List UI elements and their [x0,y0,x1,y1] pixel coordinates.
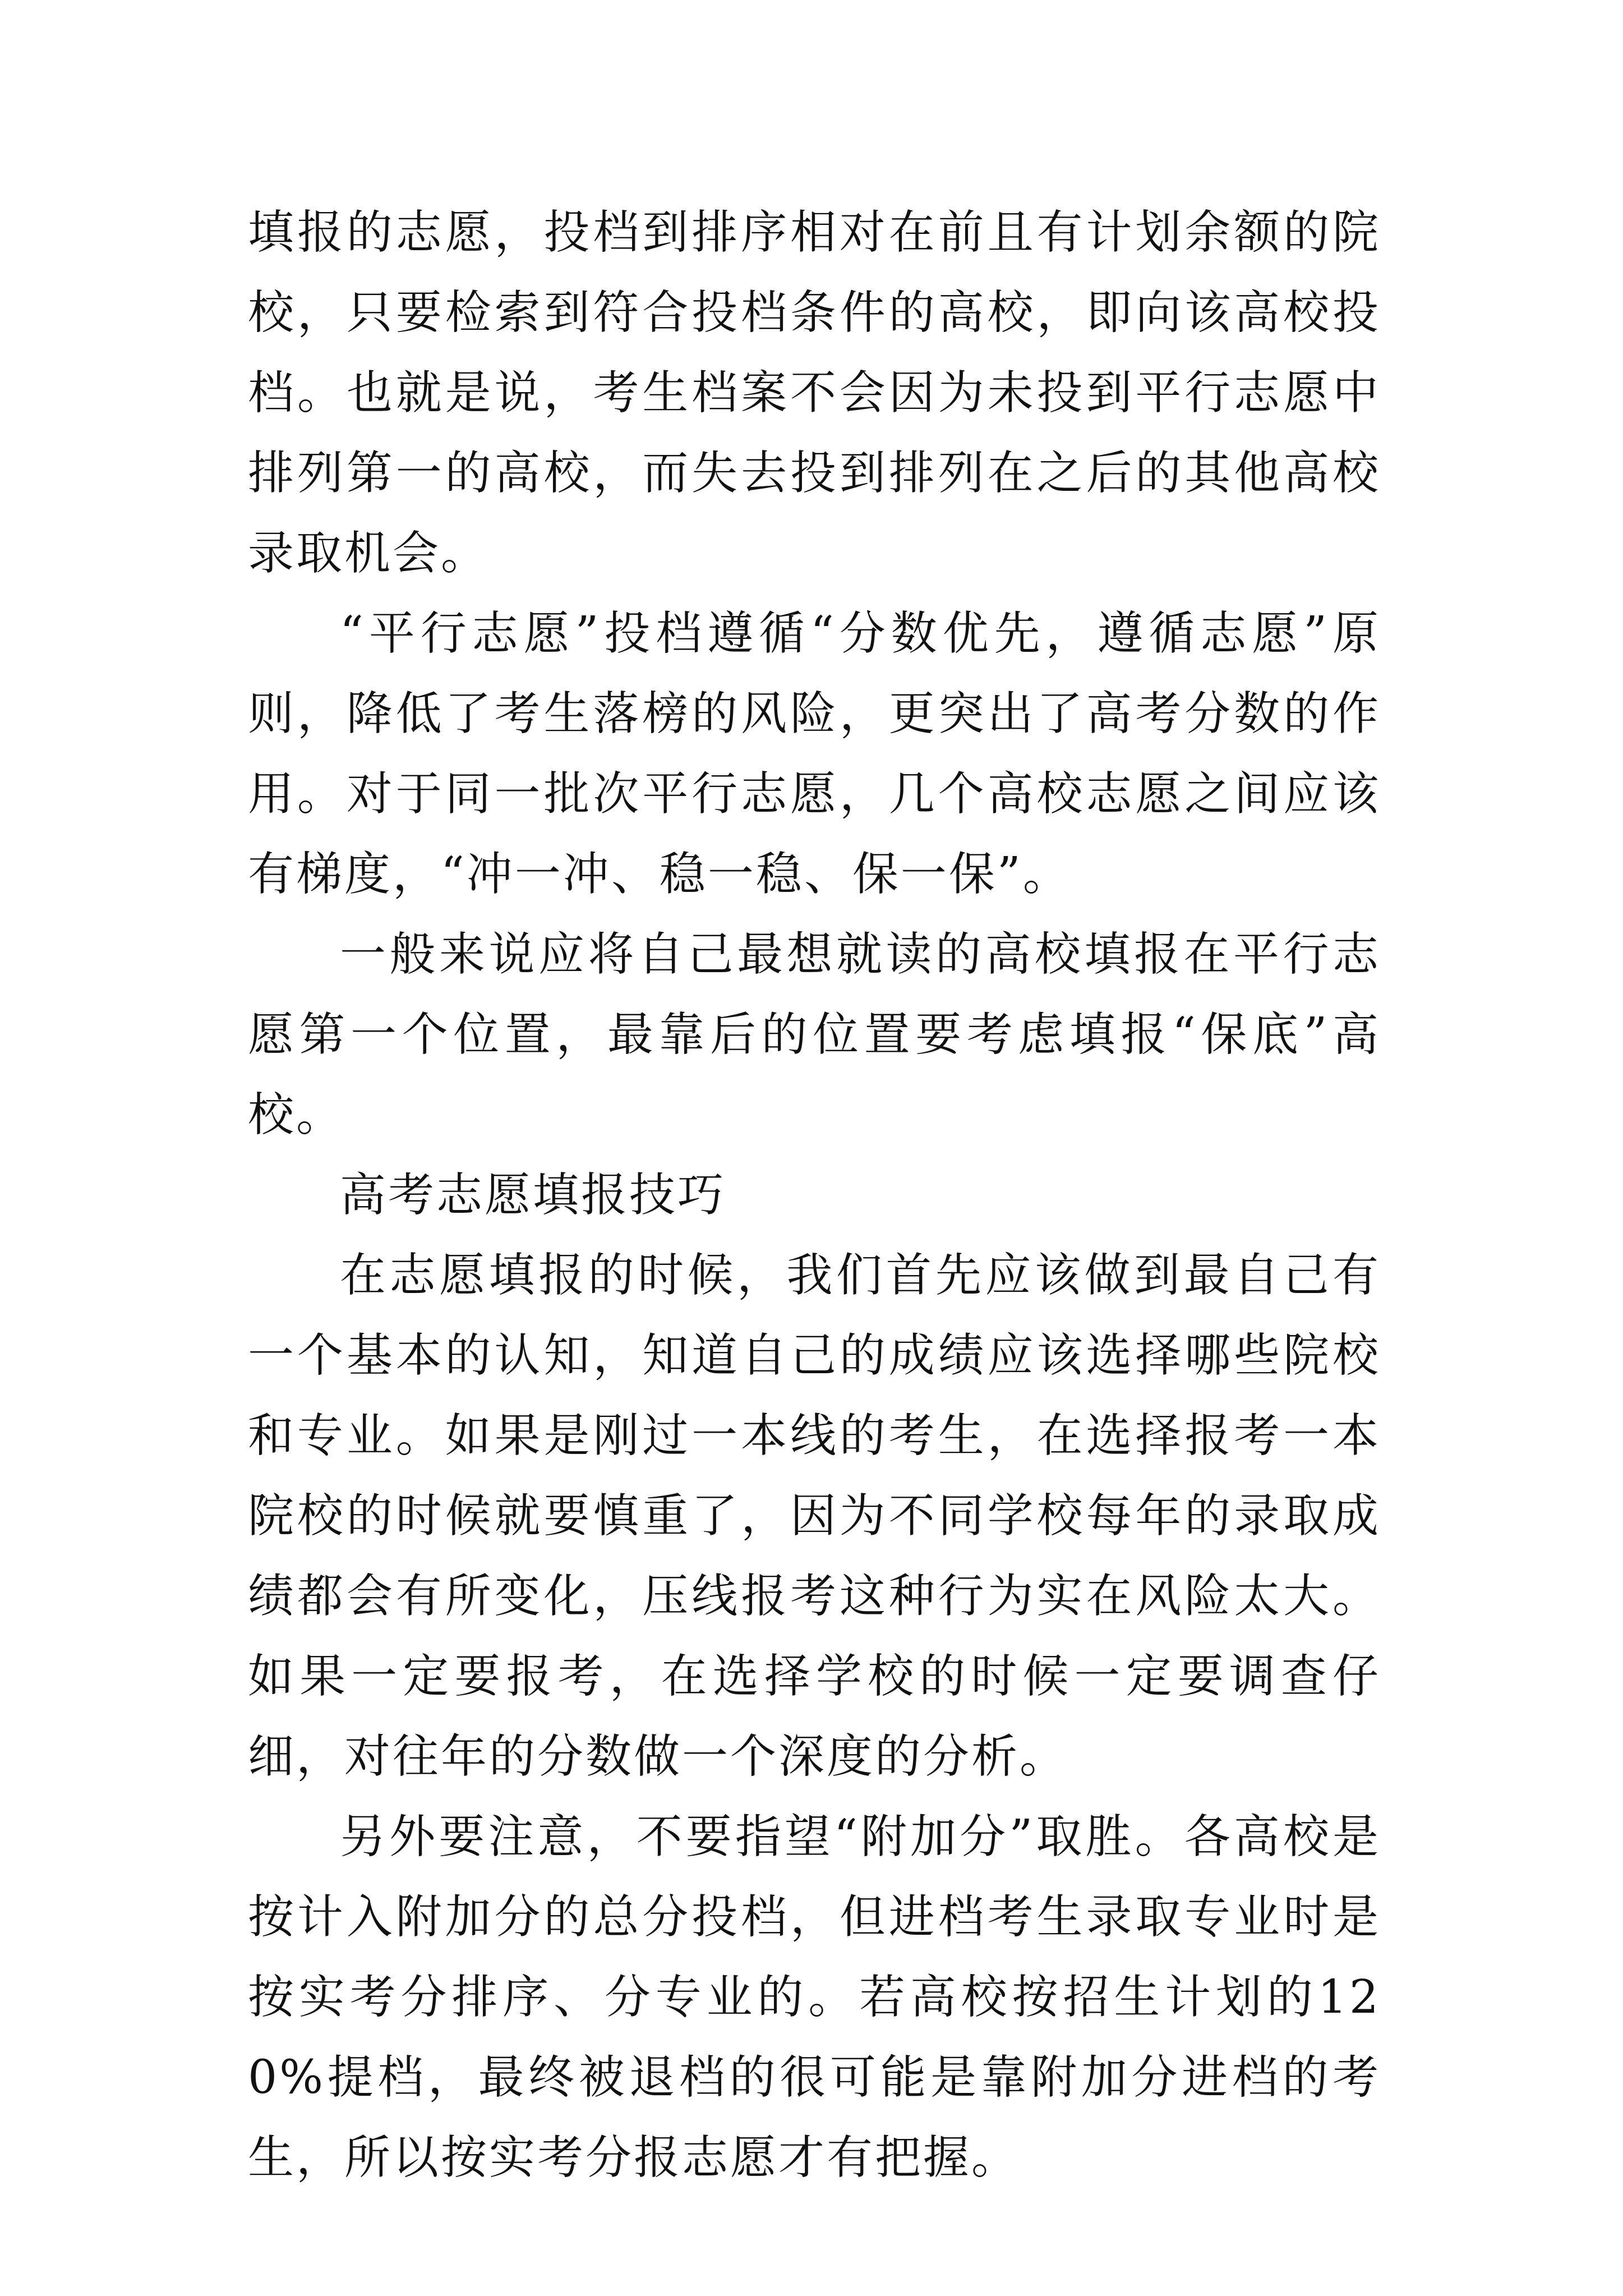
paragraph-first-position: 一般来说应将自己最想就读的高校填报在平行志愿第一个位置，最靠后的位置要考虑填报“保底”高校。 [248,928,1381,1142]
document-body [248,192,1381,2198]
paragraph-bonus-points: 另外要注意，不要指望“附加分”取胜。各高校是按计入附加分的总分投档，但进档考生录取专业时是按实考分排序、分专业的。若高校按招生计划的120%提档，最终被退档的很可能是靠附加分进档的考生，所以按实考分报志愿才有把握。 [248,1810,1381,2184]
paragraph-self-awareness: 在志愿填报的时候，我们首先应该做到最自己有一个基本的认知，知道自己的成绩应该选择哪些院校和专业。如果是刚过一本线的考生，在选择报考一本院校的时候就要慎重了，因为不同学校每年的录取成绩都会有所变化，压线报考这种行为实在风险太大。如果一定要报考，在选择学校的时候一定要调查仔细，对往年的分数做一个深度的分析。 [248,1249,1381,1783]
paragraph-continuation: 填报的志愿，投档到排序相对在前且有计划余额的院校，只要检索到符合投档条件的高校，即向该高校投档。也就是说，考生档案不会因为未投到平行志愿中排列第一的高校，而失去投到排列在之后的其他高校录取机会。 [248,206,1381,580]
section-heading: 高考志愿填报技巧 [340,1168,726,1222]
paragraph-parallel-volunteer: “平行志愿”投档遵循“分数优先，遵循志愿”原则，降低了考生落榜的风险，更突出了高考分数的作用。对于同一批次平行志愿，几个高校志愿之间应该有梯度，“冲一冲、稳一稳、保一保”。 [248,607,1381,901]
